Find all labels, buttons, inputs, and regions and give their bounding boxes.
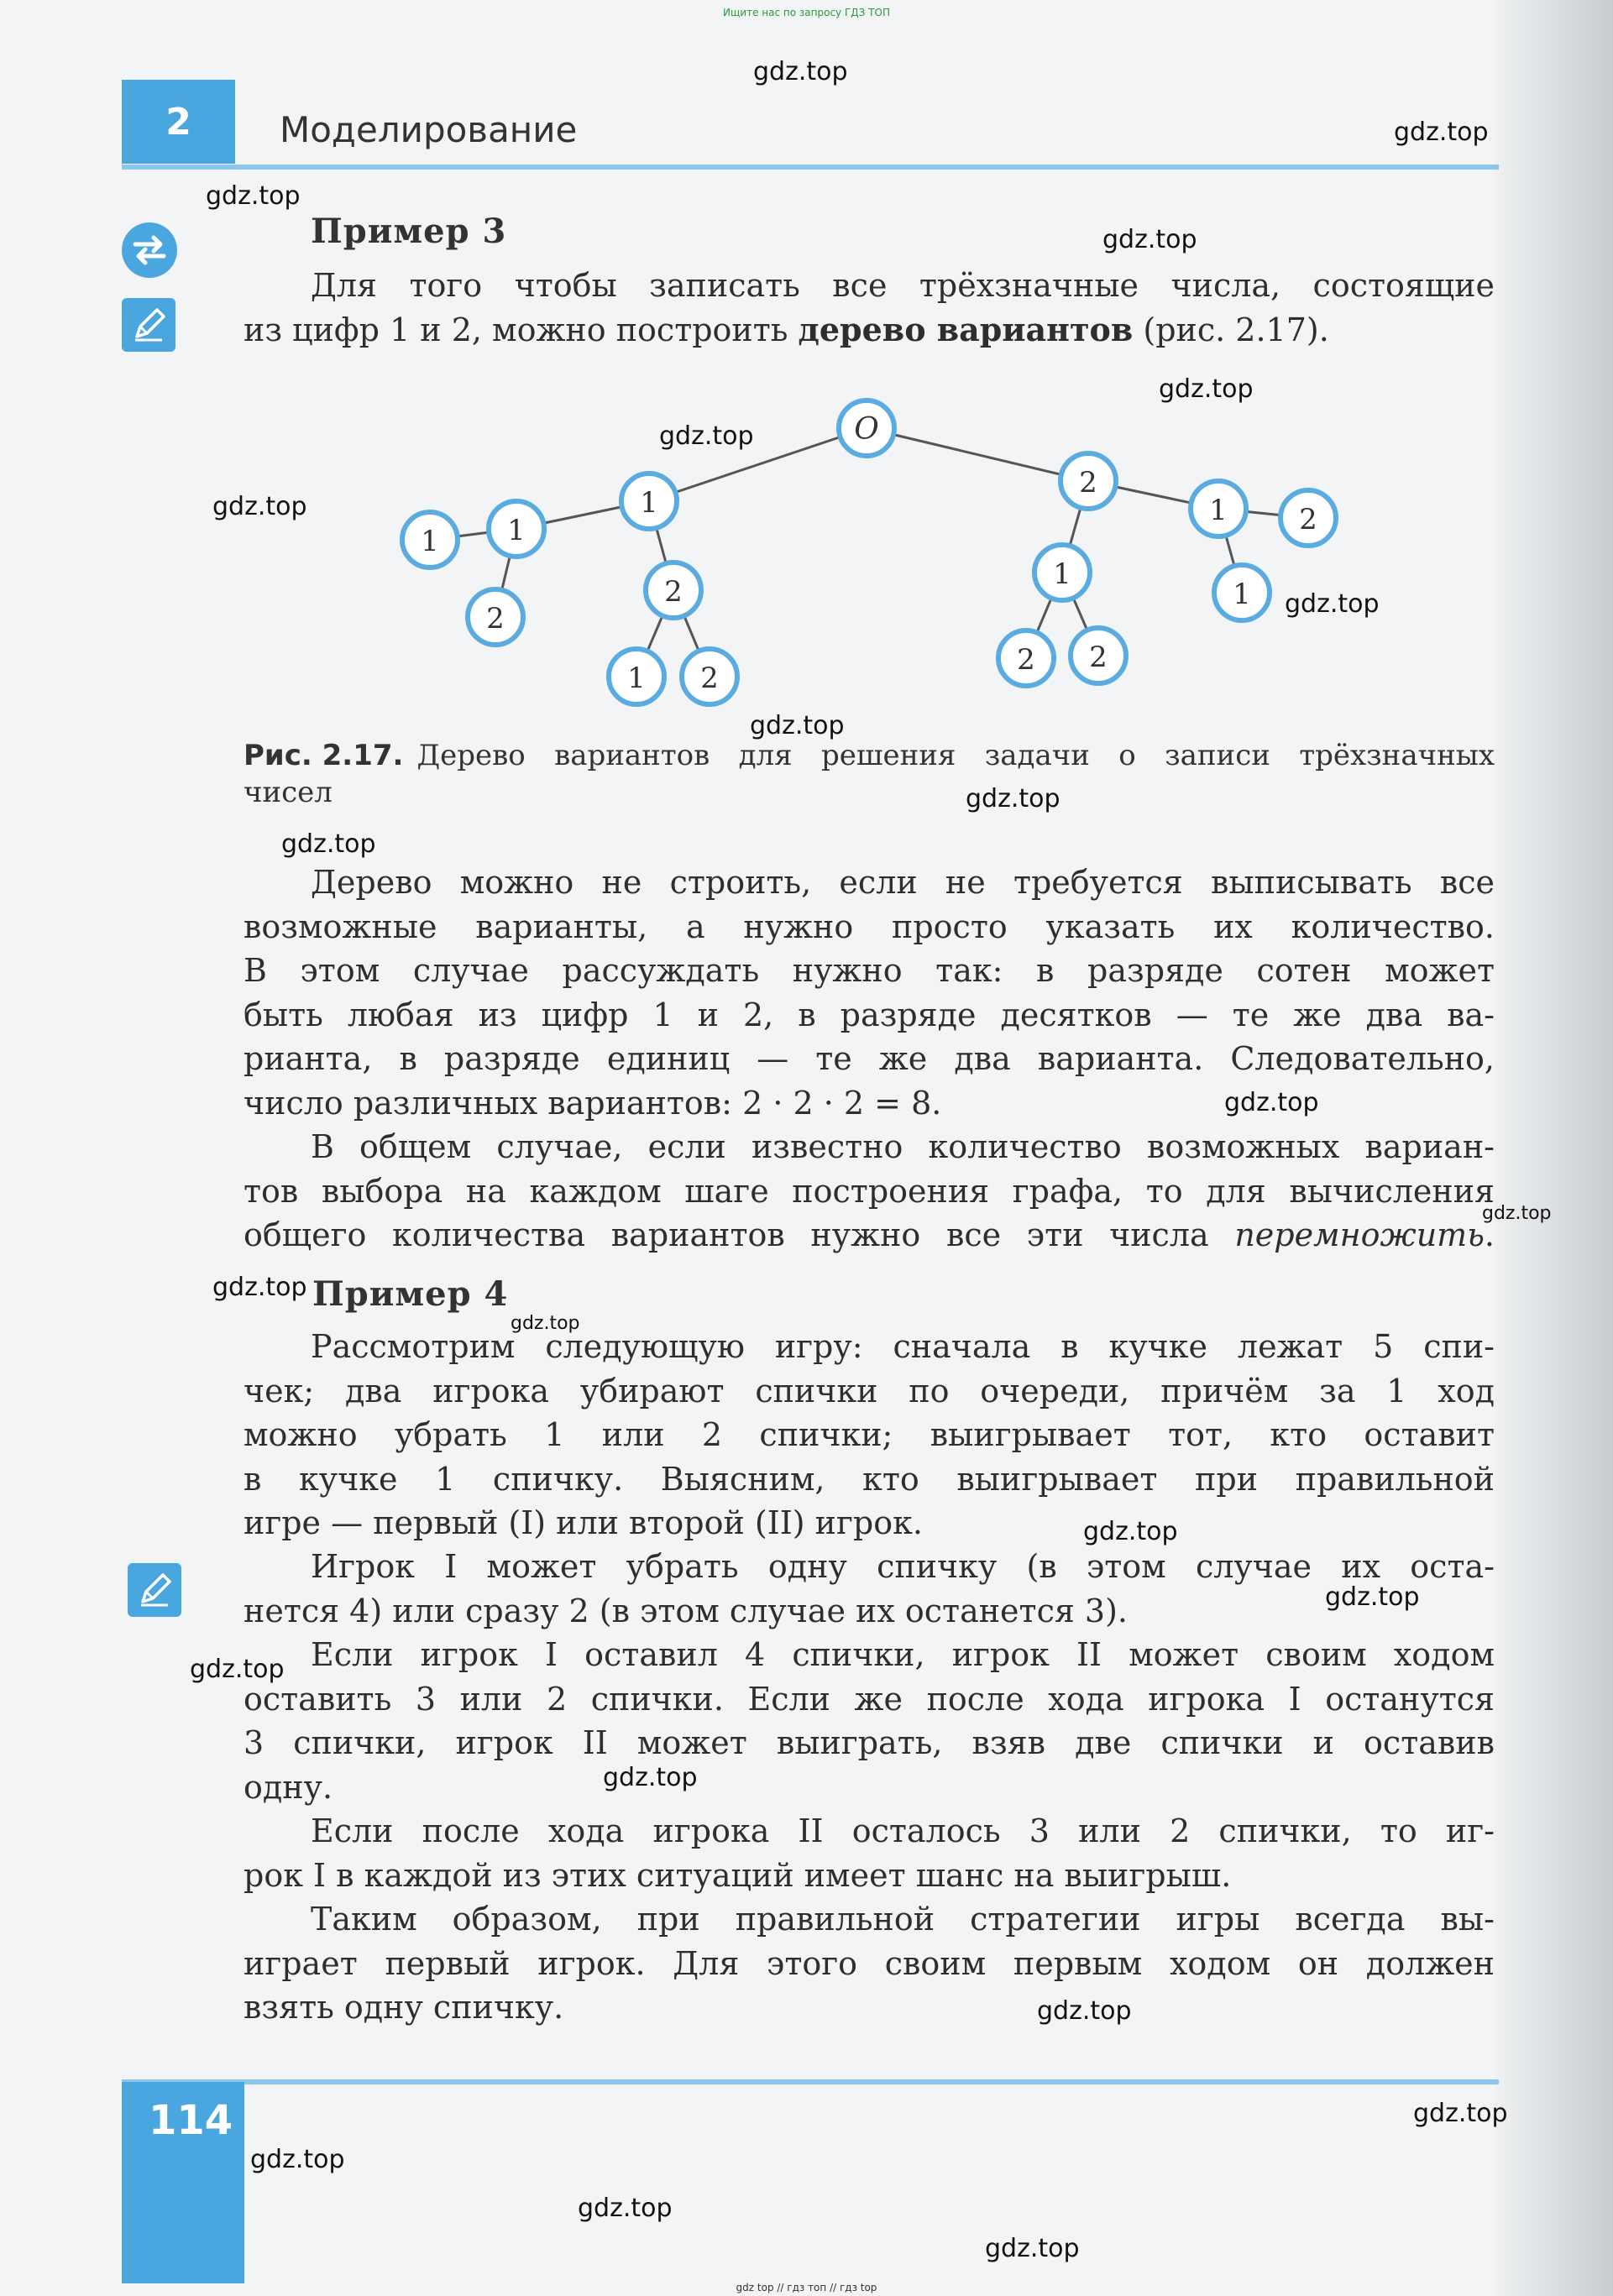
text-line: Рассмотрим следующую игру: сначала в кучке лежат 5 спи-: [311, 1328, 1495, 1365]
italic-term: перемножить: [1234, 1216, 1485, 1253]
svg-text:2: 2: [1089, 641, 1108, 674]
svg-text:2: 2: [486, 602, 505, 635]
figure-caption: [244, 737, 1495, 811]
tree-node: [646, 562, 701, 618]
watermark: gdz.top: [1285, 589, 1380, 619]
watermark: gdz.top: [1159, 374, 1254, 404]
svg-text:1: 1: [1209, 494, 1228, 527]
caption-text: чисел: [244, 776, 333, 809]
page-number-tab: [122, 2082, 244, 2283]
tree-node: [1280, 490, 1336, 546]
svg-text:1: 1: [627, 662, 646, 695]
watermark: gdz.top: [190, 1655, 285, 1684]
watermark: gdz.top: [250, 2145, 345, 2174]
watermark: gdz.top: [578, 2194, 673, 2223]
text-line: нется 4) или сразу 2 (в этом случае их останется 3).: [244, 1592, 1128, 1629]
text-line: игре — первый (I) или второй (II) игрок.: [244, 1504, 923, 1541]
text-line: Таким образом, при правильной стратегии игры всегда вы-: [311, 1901, 1495, 1938]
pencil-icon: [128, 1563, 181, 1617]
tree-edges: [430, 428, 1308, 677]
example-3-title: Пример 3: [311, 212, 507, 251]
watermark: gdz.top: [1083, 1517, 1178, 1546]
tree-edge: [867, 428, 1088, 481]
text-line: играет первый игрок. Для этого своим первым ходом он должен: [244, 1944, 1495, 1982]
watermark: gdz.top: [511, 1313, 580, 1334]
svg-text:2: 2: [1299, 503, 1317, 536]
watermark: gdz.top: [281, 829, 376, 859]
watermark: gdz.top: [750, 711, 845, 740]
text-line: рок I в каждой из этих ситуаций имеет шанс на выигрыш.: [244, 1856, 1232, 1894]
watermark: gdz.top: [603, 1763, 698, 1792]
chapter-number-tab: 2: [122, 80, 235, 164]
watermark: gdz.top: [1037, 1996, 1132, 2026]
tree-node: [1071, 628, 1126, 683]
page-number: 114: [149, 2097, 233, 2144]
text-line: общего количества вариантов нужно все эти числа перемножить.: [244, 1216, 1495, 1253]
watermark: gdz.top: [1102, 225, 1197, 254]
text-line: одну.: [244, 1768, 333, 1806]
body-paragraph-1: [244, 860, 1495, 1125]
watermark: gdz.top: [966, 784, 1060, 813]
body-paragraph-2: [244, 1125, 1495, 1258]
watermark: gdz.top: [1224, 1088, 1319, 1117]
tree-node: [621, 473, 677, 529]
text-line: быть любая из цифр 1 и 2, в разряде десятков — те же два ва-: [244, 996, 1495, 1033]
example-4-paragraph-2: [244, 1545, 1495, 1633]
watermark: gdz.top: [1394, 118, 1489, 147]
svg-text:1: 1: [1053, 557, 1071, 591]
tree-node: [609, 649, 664, 704]
text-line: 3 спички, игрок II может выиграть, взяв две спички и оставив: [244, 1724, 1495, 1761]
footer-divider: [122, 2079, 1499, 2084]
tree-node: [682, 649, 737, 704]
caption-text: Дерево вариантов для решения задачи о записи трёхзначных: [416, 739, 1495, 772]
svg-text:1: 1: [1233, 578, 1251, 611]
text-line: тов выбора на каждом шаге построения графа, то для вычисления: [244, 1172, 1495, 1210]
watermark: gdz.top: [753, 57, 848, 86]
svg-text:2: 2: [664, 575, 683, 609]
text-line: оставить 3 или 2 спички. Если же после хода игрока I останутся: [244, 1680, 1495, 1718]
variants-tree-diagram: [0, 0, 1613, 756]
text-line: Если игрок I оставил 4 спички, игрок II может своим ходом: [311, 1636, 1495, 1673]
example-4-paragraph-1: [244, 1325, 1495, 1545]
tree-node: [998, 630, 1054, 686]
svg-text:2: 2: [700, 662, 719, 695]
text-line: В общем случае, если известно количество возможных вариан-: [311, 1128, 1495, 1165]
text-line: Если после хода игрока II осталось 3 или 2 спички, то иг-: [311, 1812, 1495, 1849]
bold-term: дерево вариантов: [798, 310, 1134, 348]
tree-node: [489, 501, 544, 557]
text-line: из цифр 1 и 2, можно построить дерево вариантов (рис. 2.17).: [244, 310, 1329, 348]
text-line: рианта, в разряде единиц — те же два варианта. Следовательно,: [244, 1040, 1495, 1077]
text-line: В этом случае рассуждать нужно так: в разряде сотен может: [244, 952, 1495, 989]
svg-text:1: 1: [640, 486, 658, 520]
example-4-paragraph-4: [244, 1809, 1495, 1897]
bottom-note: gdz top // гдз топ // гдз top: [736, 2282, 877, 2293]
text-line: возможные варианты, а нужно просто указать их количество.: [244, 907, 1495, 945]
tree-nodes: [402, 400, 1336, 704]
watermark: gdz.top: [206, 181, 301, 211]
chapter-title: Моделирование: [280, 109, 578, 150]
svg-text:1: 1: [421, 525, 439, 558]
text-line: Игрок I может убрать одну спичку (в этом случае их оста-: [311, 1548, 1495, 1585]
tree-node: [1214, 565, 1270, 620]
tree-node: [1034, 545, 1090, 600]
text-line: Дерево можно не строить, если не требуется выписывать все: [311, 864, 1495, 901]
top-note: Ищите нас по запросу ГДЗ ТОП: [723, 7, 890, 18]
watermark: gdz.top: [985, 2234, 1080, 2263]
svg-text:2: 2: [1017, 643, 1035, 677]
svg-text:1: 1: [507, 514, 526, 547]
text-line: Для того чтобы записать все трёхзначные числа, состоящие: [311, 267, 1495, 304]
text-line: можно убрать 1 или 2 спички; выигрывает тот, кто оставит: [244, 1416, 1495, 1453]
tree-node: [1060, 453, 1116, 509]
watermark: gdz.top: [659, 421, 754, 451]
tree-node: [1191, 481, 1246, 536]
example-4-paragraph-5: [244, 1897, 1495, 2030]
watermark: gdz.top: [1482, 1203, 1552, 1224]
text-line: число различных вариантов: 2 · 2 · 2 = 8.: [244, 1084, 942, 1122]
example-4-title: Пример 4: [312, 1274, 509, 1314]
text-line: взять одну спичку.: [244, 1989, 564, 2026]
text-line: в кучке 1 спичку. Выясним, кто выигрывает при правильной: [244, 1460, 1495, 1498]
watermark: gdz.top: [1325, 1582, 1420, 1612]
svg-text:O: O: [854, 412, 879, 447]
figure-label: Рис. 2.17.: [244, 739, 404, 772]
watermark: gdz.top: [212, 1273, 307, 1302]
svg-text:2: 2: [1079, 466, 1097, 499]
watermark: gdz.top: [212, 492, 307, 521]
text-line: чек; два игрока убирают спички по очереди, причём за 1 ход: [244, 1372, 1495, 1410]
tree-node-root: [839, 400, 894, 456]
tree-node: [402, 512, 458, 567]
watermark: gdz.top: [1413, 2099, 1508, 2128]
example-4-paragraph-3: [244, 1633, 1495, 1809]
tree-node: [468, 589, 523, 645]
